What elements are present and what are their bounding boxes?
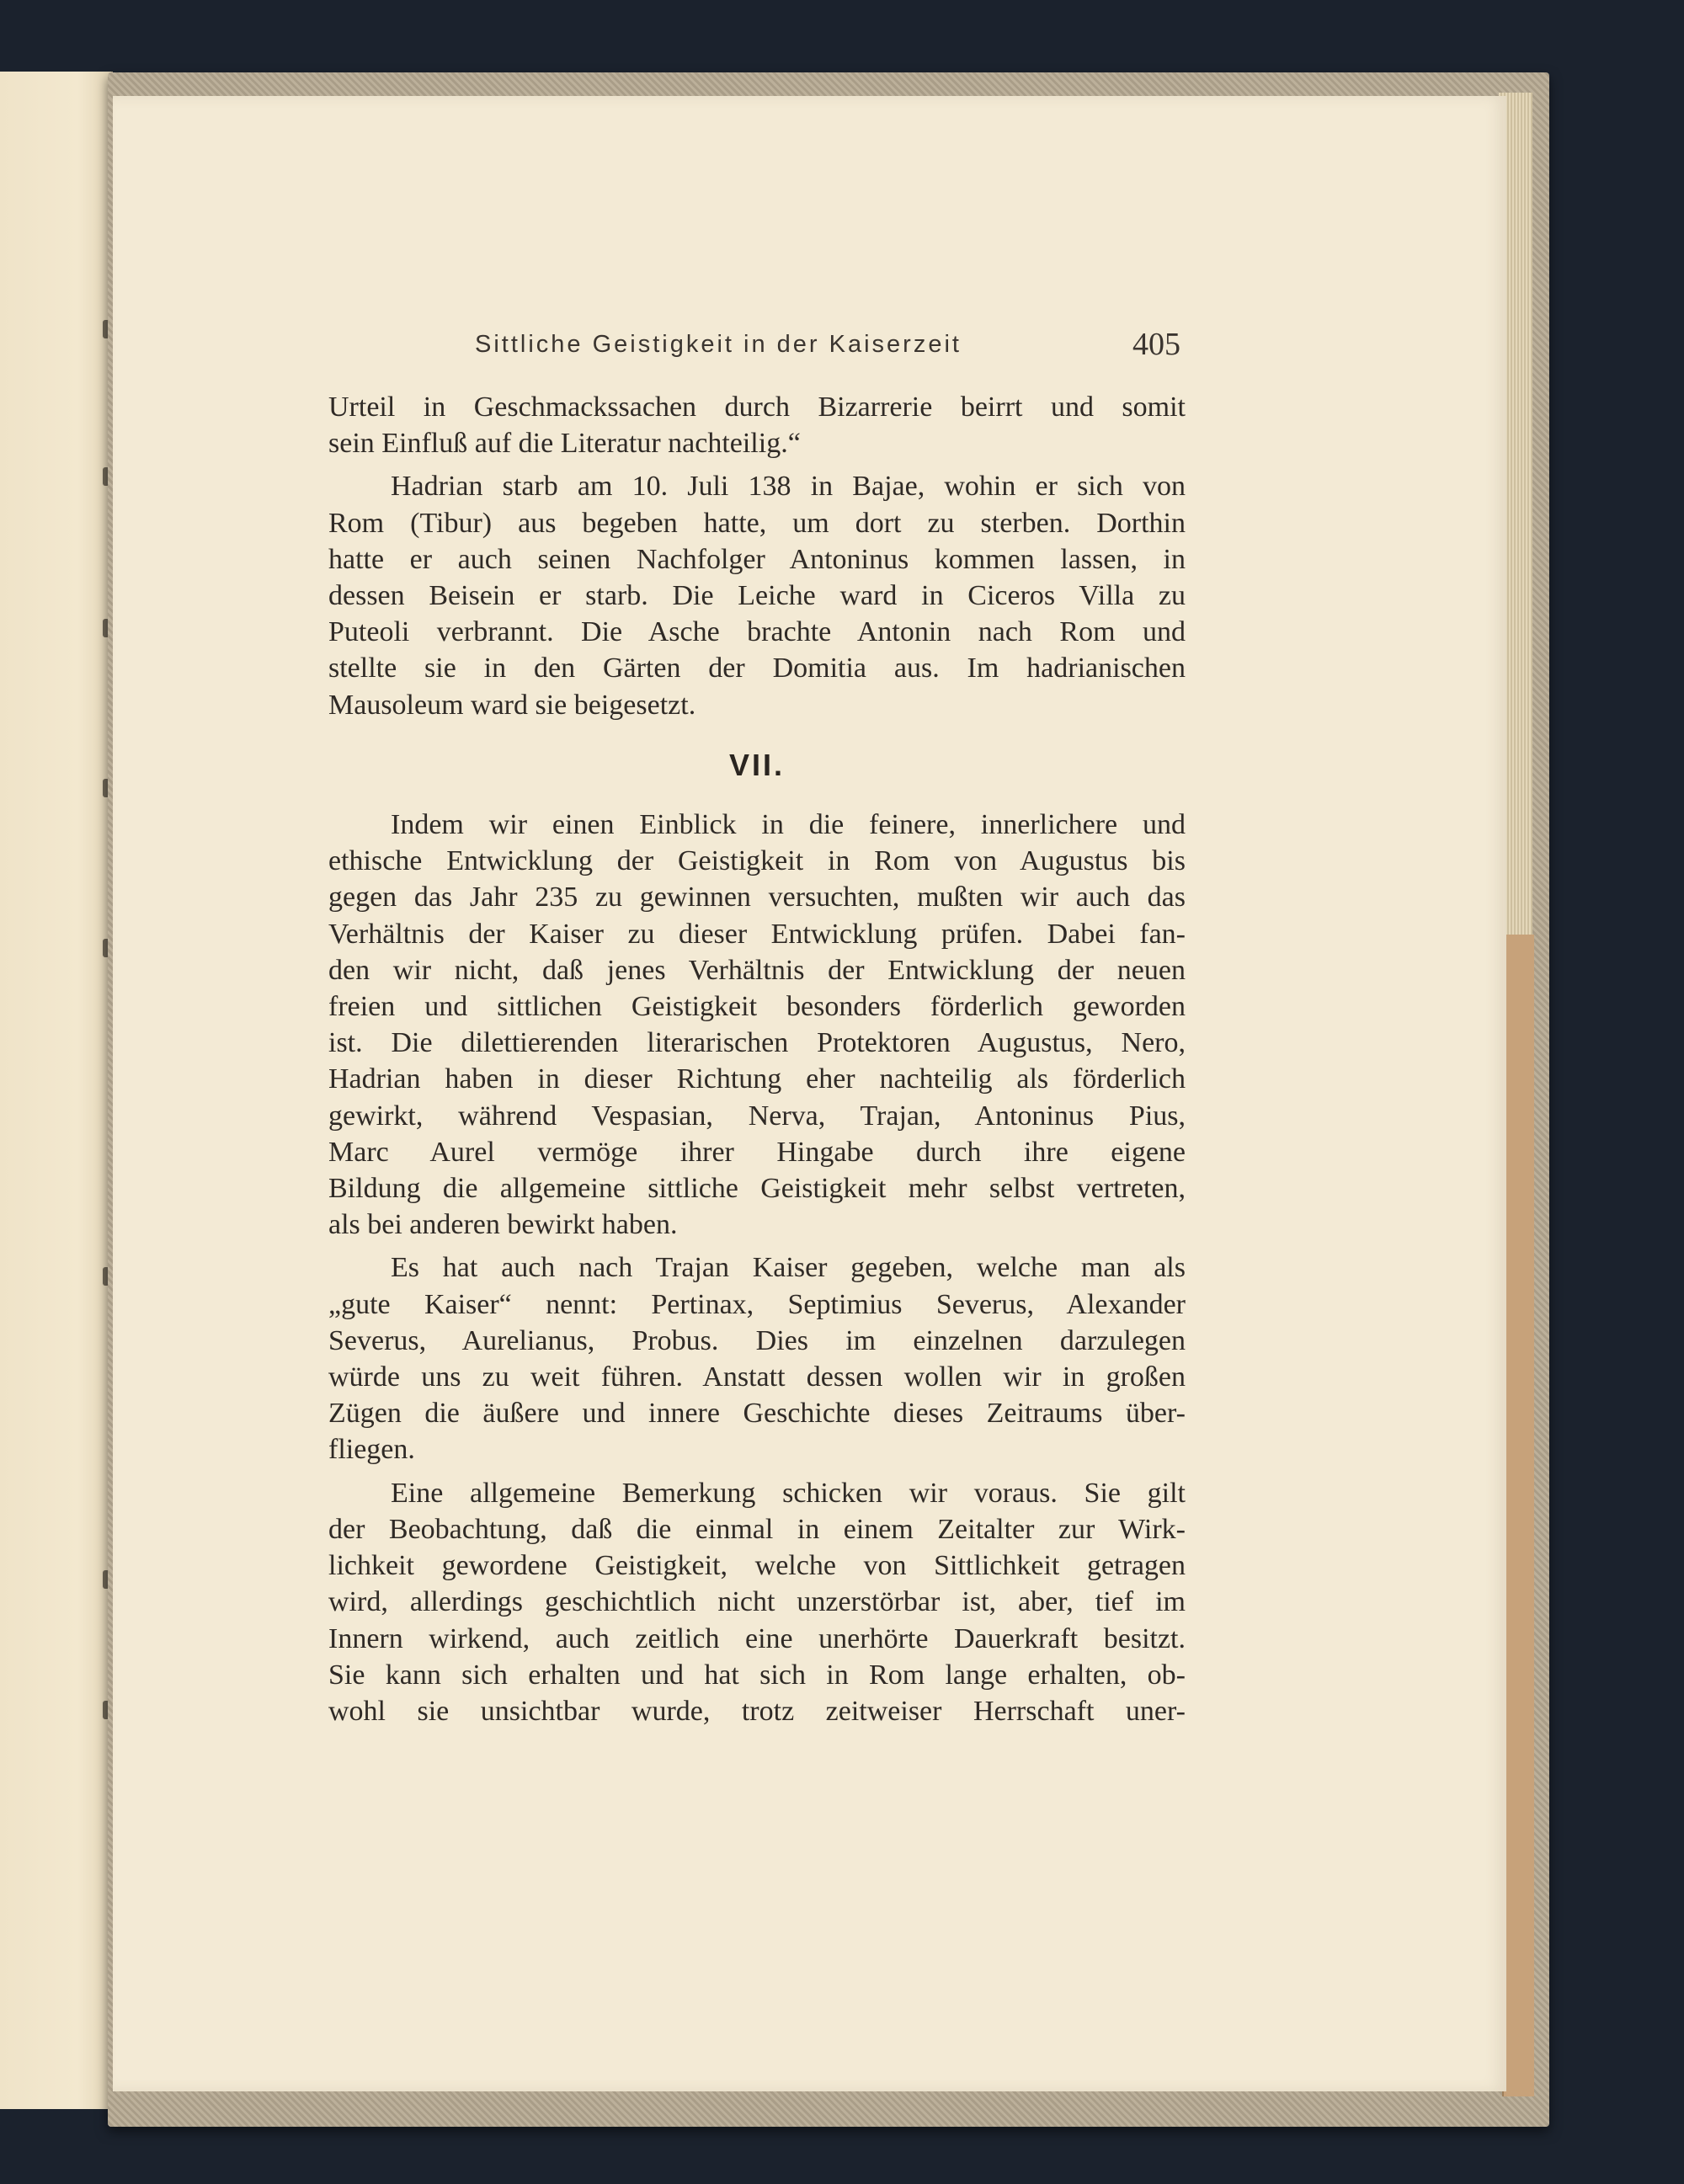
text-line: „gute Kaiser“ nennt: Pertinax, Septimius Severus, Alexander (328, 1288, 1186, 1320)
running-title: Sittliche Geistigkeit in der Kaiserzeit (475, 331, 962, 358)
text-line: Bildung die allgemeine sittliche Geistigkeit mehr selbst vertreten, (328, 1173, 1186, 1205)
text-line: hatte er auch seinen Nachfolger Antoninus kommen lassen, in (328, 543, 1186, 575)
text-line: Es hat auch nach Trajan Kaiser gegeben, welche man als (391, 1252, 1186, 1284)
body-text (328, 389, 1186, 1736)
page-tab (1502, 935, 1534, 2096)
paragraph (328, 1475, 1186, 1729)
text-line: Marc Aurel vermöge ihrer Hingabe durch ihre eigene (328, 1136, 1186, 1168)
text-line: wohl sie unsichtbar wurde, trotz zeitweiser Herrschaft uner- (328, 1695, 1186, 1727)
text-line: den wir nicht, daß jenes Verhältnis der Entwicklung der neuen (328, 954, 1186, 986)
section-heading: VII. (728, 747, 786, 782)
text-line: fliegen. (328, 1434, 415, 1466)
text-line: Eine allgemeine Bemerkung schicken wir voraus. Sie gilt (391, 1477, 1186, 1509)
text-line: Rom (Tibur) aus begeben hatte, um dort zu sterben. Dorthin (328, 507, 1186, 539)
text-line: wird, allerdings geschichtlich nicht unzerstörbar ist, aber, tief im (328, 1586, 1186, 1618)
paragraph (328, 468, 1186, 722)
left-facing-page (0, 72, 113, 2109)
text-line: freien und sittlichen Geistigkeit besonders förderlich geworden (328, 991, 1186, 1023)
text-line: dessen Beisein er starb. Die Leiche ward in Ciceros Villa zu (328, 580, 1186, 612)
text-line: gegen das Jahr 235 zu gewinnen versuchten, mußten wir auch das (328, 882, 1186, 914)
text-line: Sie kann sich erhalten und hat sich in Rom lange erhalten, ob- (328, 1659, 1186, 1691)
text-line: gewirkt, während Vespasian, Nerva, Trajan, Antoninus Pius, (328, 1100, 1186, 1132)
text-line: lichkeit gewordene Geistigkeit, welche von Sittlichkeit getragen (328, 1550, 1186, 1582)
text-line: Urteil in Geschmackssachen durch Bizarrerie beirrt und somit (328, 392, 1186, 423)
text-line: Hadrian starb am 10. Juli 138 in Bajae, wohin er sich von (391, 471, 1186, 503)
text-line: Severus, Aurelianus, Probus. Dies im einzelnen darzulegen (328, 1324, 1186, 1356)
text-line: Verhältnis der Kaiser zu dieser Entwicklung prüfen. Dabei fan- (328, 918, 1186, 950)
text-line: Indem wir einen Einblick in die feinere, innerlichere und (391, 809, 1186, 841)
text-line: sein Einfluß auf die Literatur nachteilig.“ (328, 428, 801, 460)
running-head (364, 326, 1180, 370)
text-line: Zügen die äußere und innere Geschichte dieses Zeitraums über- (328, 1398, 1186, 1430)
page-number: 405 (1132, 327, 1180, 362)
text-line: Innern wirkend, auch zeitlich eine unerhörte Dauerkraft besitzt. (328, 1622, 1186, 1654)
text-line: stellte sie in den Gärten der Domitia aus. Im hadrianischen (328, 653, 1186, 684)
paragraph (328, 389, 1186, 461)
text-line: als bei anderen bewirkt haben. (328, 1209, 678, 1241)
text-line: ist. Die dilettierenden literarischen Protektoren Augustus, Nero, (328, 1027, 1186, 1059)
text-line: Hadrian haben in dieser Richtung eher nachteilig als förderlich (328, 1063, 1186, 1095)
text-line: Mausoleum ward sie beigesetzt. (328, 689, 696, 721)
text-line: würde uns zu weit führen. Anstatt dessen wollen wir in großen (328, 1361, 1186, 1393)
text-line: der Beobachtung, daß die einmal in einem Zeitalter zur Wirk- (328, 1513, 1186, 1545)
paragraph (328, 1249, 1186, 1468)
text-line: ethische Entwicklung der Geistigkeit in Rom von Augustus bis (328, 845, 1186, 877)
paragraph (328, 807, 1186, 1243)
text-line: Puteoli verbrannt. Die Asche brachte Antonin nach Rom und (328, 616, 1186, 648)
